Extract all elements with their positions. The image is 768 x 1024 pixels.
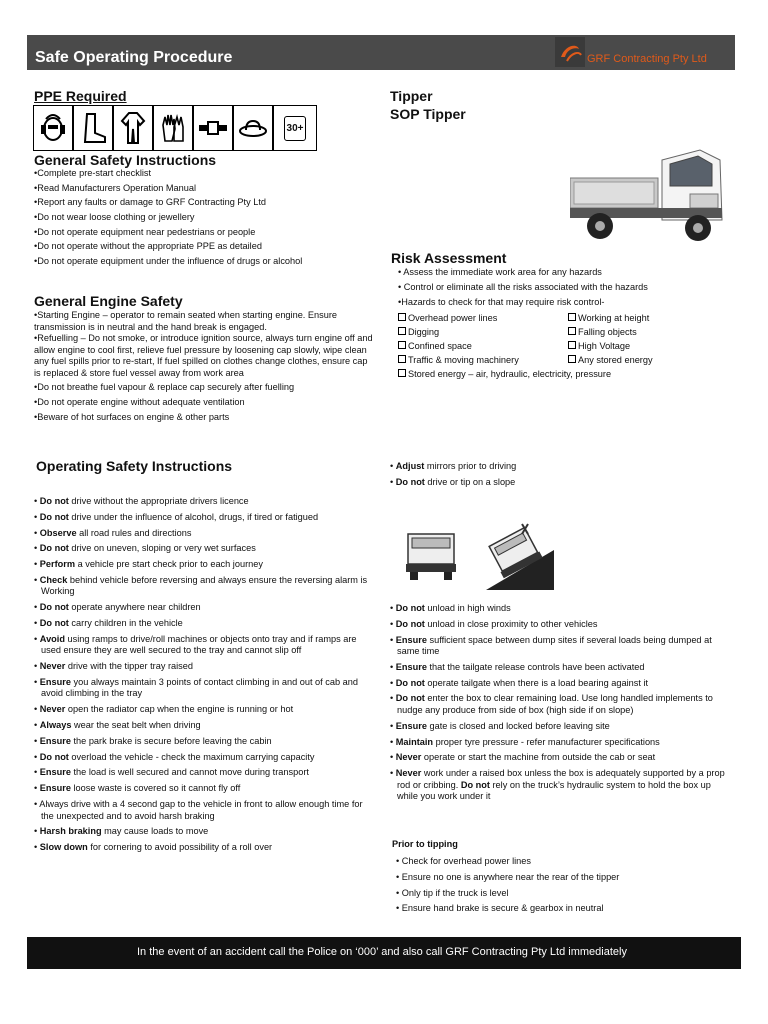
instruction-text: Only tip if the truck is level: [401, 887, 509, 898]
list-item: • Do not carry children in the vehicle: [34, 618, 183, 629]
seatbelt-icon: [194, 106, 234, 150]
list-item: •Hazards to check for that may require risk control-: [398, 297, 605, 307]
bold-keyword: Do not: [395, 693, 425, 704]
instruction-text: drive without the appropriate drivers licence: [68, 496, 249, 506]
list-item: •Read Manufacturers Operation Manual: [34, 182, 197, 193]
list-item: • Do not unload in close proximity to other vehicles: [390, 618, 598, 629]
operating-left-list: [32, 496, 377, 858]
face-shield-earmuff-icon: [34, 106, 74, 150]
instruction-text: behind vehicle before reversing and always ensure the reversing alarm is Working: [41, 574, 368, 597]
list-item: • Adjust mirrors prior to driving: [390, 461, 517, 471]
bold-keyword: Never: [395, 768, 422, 779]
bold-keyword: Never: [39, 704, 66, 715]
page-title: Safe Operating Procedure: [35, 49, 233, 66]
instruction-text: for cornering to avoid possibility of a roll over: [87, 842, 273, 853]
bold-keyword: Never: [39, 661, 66, 672]
instruction-text: unload in close proximity to other vehicles: [424, 618, 598, 629]
instruction-text: work under a raised box unless the box is adequately supported by a prop rod or cribbing.: [397, 768, 725, 790]
list-item: •Do not breathe fuel vapour & replace cap securely after fuelling: [34, 382, 295, 393]
hazard-checkbox[interactable]: Falling objects: [568, 325, 637, 339]
instruction-text: mirrors prior to driving: [424, 461, 517, 471]
bold-keyword: Do not: [395, 677, 425, 688]
hazard-checkbox[interactable]: High Voltage: [568, 339, 630, 353]
list-item: • Do not unload in high winds: [390, 603, 511, 613]
instruction-text: unload in high winds: [424, 603, 511, 613]
list-item: • Harsh braking may cause loads to move: [34, 826, 209, 837]
instruction-text: drive with the tipper tray raised: [65, 661, 193, 672]
sun-hat-icon: [234, 106, 274, 150]
list-item: •Report any faults or damage to GRF Contracting Pty Ltd: [34, 197, 266, 208]
list-item: •Do not operate equipment near pedestrians or people: [34, 226, 256, 237]
ppe-heading: PPE Required: [34, 88, 127, 104]
operating-right-top-list: [388, 461, 733, 493]
list-item: •Do not operate engine without adequate ventilation: [34, 396, 245, 407]
list-item: • Ensure no one is anywhere near the rear of the tipper: [396, 871, 620, 882]
list-item: • Perform a vehicle pre start check prior to each journey: [34, 559, 263, 570]
list-item: •Beware of hot surfaces on engine & other parts: [34, 411, 230, 422]
bold-keyword: Do not: [460, 779, 490, 790]
bold-keyword: Always: [39, 720, 72, 731]
list-item: •Refuelling – Do not smoke, or introduce ignition source, always turn engine off and allow engine to cool first, relieve fuel pressure by loosening cap slowly, wipe clean any fuel spills prior to re-start, If fuel spilled on clothes change clothes, ensure cap is replaced & store fuel vessel away from work area: [34, 333, 373, 378]
instruction-text: enter the box to clear remaining load. Use long handled implements to nudge any produce from side of box (high side if on slope): [397, 693, 713, 715]
instruction-text: a vehicle pre start check prior to each journey: [75, 559, 263, 570]
list-item: • Check behind vehicle before reversing and always ensure the reversing alarm is Working: [34, 574, 368, 597]
instruction-text: may cause loads to move: [101, 826, 209, 837]
list-item: • Do not drive or tip on a slope: [390, 476, 516, 487]
list-item: • Do not operate tailgate when there is a load bearing against it: [390, 677, 649, 688]
overalls-icon: [114, 106, 154, 150]
sunscreen-label: 30+: [284, 116, 307, 141]
instruction-text: proper tyre pressure - refer manufacturer specifications: [433, 736, 660, 747]
instruction-text: loose waste is covered so it cannot fly off: [70, 783, 241, 794]
operating-right-list: [388, 603, 733, 807]
hazard-checkbox[interactable]: Stored energy – air, hydraulic, electricity, pressure: [398, 367, 611, 381]
list-item: • Ensure that the tailgate release controls have been activated: [390, 661, 645, 672]
hazard-checklist: [398, 311, 653, 381]
hazard-checkbox[interactable]: Traffic & moving machinery: [398, 353, 568, 367]
ppe-icons: [33, 105, 317, 151]
instruction-text: using ramps to drive/roll machines or objects onto tray and if ramps are used ensure they are well secured to the tray and cannot slip off: [41, 633, 357, 656]
general-safety-list: [34, 168, 374, 271]
list-item: • Do not drive without the appropriate drivers licence: [34, 496, 249, 506]
tipper-heading: Tipper: [390, 88, 433, 104]
list-item: • Slow down for cornering to avoid possibility of a roll over: [34, 842, 273, 853]
list-item: • Never drive with the tipper tray raised: [34, 661, 193, 672]
hazard-checkbox[interactable]: Digging: [398, 325, 568, 339]
hazard-checkbox[interactable]: Working at height: [568, 311, 649, 325]
list-item: • Do not operate anywhere near children: [34, 602, 201, 613]
header-bar: [27, 35, 735, 70]
instruction-text: Always drive with a 4 second gap to the vehicle in front to allow enough time for the unexpected and to avoid harsh braking: [39, 799, 363, 821]
list-item: • Assess the immediate work area for any hazards: [398, 267, 602, 277]
list-item: • Observe all road rules and directions: [34, 527, 192, 538]
bold-keyword: Do not: [39, 543, 69, 554]
bold-keyword: Do not: [39, 618, 69, 629]
risk-assessment-heading: Risk Assessment: [391, 250, 507, 266]
list-item: •Starting Engine – operator to remain seated when starting engine. Ensure transmission is in neutral and the hand break is engaged.: [34, 310, 338, 332]
list-item: • Control or eliminate all the risks associated with the hazards: [398, 282, 648, 292]
list-item: • Only tip if the truck is level: [396, 887, 509, 898]
bold-keyword: Ensure: [39, 767, 71, 778]
list-item: • Do not enter the box to clear remaining load. Use long handled implements to nudge any produce from side of box (high side if on slope): [390, 693, 713, 715]
risk-intro-list: [398, 267, 738, 312]
engine-safety-heading: General Engine Safety: [34, 293, 183, 309]
bold-keyword: Ensure: [395, 720, 427, 731]
hazard-checkbox[interactable]: Any stored energy: [568, 353, 653, 367]
bold-keyword: Observe: [39, 527, 77, 538]
bold-keyword: Maintain: [395, 736, 434, 747]
bold-keyword: Do not: [39, 602, 69, 613]
slope-warning-image: [404, 520, 554, 592]
engine-safety-list: [34, 310, 374, 426]
instruction-text: rely on the truck’s hydraulic system to hold the box up while you work under it: [397, 779, 711, 802]
instruction-text: gate is closed and locked before leaving site: [426, 720, 610, 731]
instruction-text: that the tailgate release controls have been activated: [426, 661, 645, 672]
list-item: • Never work under a raised box unless the box is adequately supported by a prop rod or cribbing. Do not rely on the truck’s hydraulic system to hold the box up while you work under it: [390, 768, 725, 802]
instruction-text: drive or tip on a slope: [424, 476, 516, 487]
list-item: • Check for overhead power lines: [396, 856, 531, 866]
bold-keyword: Do not: [39, 511, 69, 522]
instruction-text: carry children in the vehicle: [68, 618, 183, 629]
instruction-text: the load is well secured and cannot move during transport: [70, 767, 309, 778]
company-logo-icon: [555, 37, 585, 67]
bold-keyword: Do not: [395, 603, 425, 613]
bold-keyword: Never: [395, 752, 422, 763]
brand-name: GRF Contracting Pty Ltd: [587, 53, 707, 65]
bold-keyword: Adjust: [395, 461, 425, 471]
instruction-text: Ensure hand brake is secure & gearbox in neutral: [401, 903, 604, 914]
list-item: • Never operate or start the machine from outside the cab or seat: [390, 752, 656, 763]
bold-keyword: Perform: [39, 559, 76, 570]
instruction-text: the park brake is secure before leaving the cabin: [70, 735, 272, 746]
instruction-text: operate tailgate when there is a load bearing against it: [424, 677, 649, 688]
bold-keyword: Avoid: [39, 633, 65, 644]
bold-keyword: Slow down: [39, 842, 88, 853]
instruction-text: drive on uneven, sloping or very wet surfaces: [68, 543, 256, 554]
list-item: • Always wear the seat belt when driving: [34, 720, 201, 731]
instruction-text: sufficient space between dump sites if several loads being dumped at same time: [397, 634, 712, 657]
list-item: • Never open the radiator cap when the engine is running or hot: [34, 704, 294, 715]
list-item: • Ensure loose waste is covered so it cannot fly off: [34, 783, 241, 794]
list-item: • Do not overload the vehicle - check the maximum carrying capacity: [34, 751, 315, 762]
instruction-text: operate anywhere near children: [68, 602, 201, 613]
instruction-text: operate or start the machine from outside the cab or seat: [421, 752, 656, 763]
bold-keyword: Ensure: [39, 735, 71, 746]
list-item: • Maintain proper tyre pressure - refer manufacturer specifications: [390, 736, 660, 747]
list-item: •Do not wear loose clothing or jewellery: [34, 212, 195, 223]
hazard-checkbox[interactable]: Overhead power lines: [398, 311, 568, 325]
tipper-subheading: SOP Tipper: [390, 106, 466, 122]
list-item: • Ensure the park brake is secure before leaving the cabin: [34, 735, 272, 746]
list-item: • Avoid using ramps to drive/roll machines or objects onto tray and if ramps are used ensure they are well secured to the tray and cannot slip off: [34, 633, 357, 656]
instruction-text: all road rules and directions: [76, 527, 192, 538]
emergency-notice: In the event of an accident call the Police on ‘000’ and also call GRF Contracting Pty Ltd immediately: [137, 946, 627, 958]
instruction-text: Ensure no one is anywhere near the rear of the tipper: [401, 871, 620, 882]
prior-to-tipping-heading: Prior to tipping: [392, 839, 458, 849]
bold-keyword: Do not: [395, 618, 425, 629]
bold-keyword: Do not: [395, 476, 425, 487]
list-item: • Ensure gate is closed and locked before leaving site: [390, 720, 610, 731]
hazard-checkbox[interactable]: Confined space: [398, 339, 568, 353]
safety-boot-icon: [74, 106, 114, 150]
list-item: •Do not operate equipment under the influence of drugs or alcohol: [34, 256, 303, 267]
instruction-text: open the radiator cap when the engine is running or hot: [65, 704, 294, 715]
tipper-truck-image: [570, 138, 730, 248]
bold-keyword: Ensure: [395, 634, 427, 645]
bold-keyword: Check: [39, 574, 68, 585]
bold-keyword: Harsh braking: [39, 826, 102, 837]
bold-keyword: Ensure: [39, 783, 71, 794]
general-safety-heading: General Safety Instructions: [34, 152, 217, 168]
list-item: • Do not drive on uneven, sloping or very wet surfaces: [34, 543, 256, 554]
list-item: • Do not drive under the influence of alcohol, drugs, if tired or fatigued: [34, 511, 319, 522]
instruction-text: overload the vehicle - check the maximum carrying capacity: [68, 751, 315, 762]
instruction-text: you always maintain 3 points of contact climbing in and out of cab and avoid climbing in the tray: [41, 676, 358, 699]
instruction-text: drive under the influence of alcohol, drugs, if tired or fatigued: [68, 511, 319, 522]
bold-keyword: Ensure: [395, 661, 427, 672]
list-item: • Always drive with a 4 second gap to the vehicle in front to allow enough time for the unexpected and to avoid harsh braking: [34, 799, 363, 821]
bold-keyword: Ensure: [39, 676, 71, 687]
bold-keyword: Do not: [39, 751, 69, 762]
gloves-icon: [154, 106, 194, 150]
sunscreen-icon: [274, 106, 316, 150]
bold-keyword: Do not: [39, 496, 69, 506]
list-item: • Ensure sufficient space between dump sites if several loads being dumped at same time: [390, 634, 712, 657]
prior-to-tipping-list: [388, 856, 733, 919]
list-item: • Ensure you always maintain 3 points of contact climbing in and out of cab and avoid climbing in the tray: [34, 676, 358, 699]
list-item: • Ensure the load is well secured and cannot move during transport: [34, 767, 309, 778]
operating-safety-heading: Operating Safety Instructions: [36, 458, 233, 474]
list-item: •Complete pre-start checklist: [34, 168, 152, 178]
instruction-text: Check for overhead power lines: [401, 856, 531, 866]
instruction-text: wear the seat belt when driving: [71, 720, 201, 731]
list-item: •Do not operate without the appropriate PPE as detailed: [34, 241, 262, 252]
footer-bar: [27, 937, 741, 969]
list-item: • Ensure hand brake is secure & gearbox in neutral: [396, 903, 604, 914]
